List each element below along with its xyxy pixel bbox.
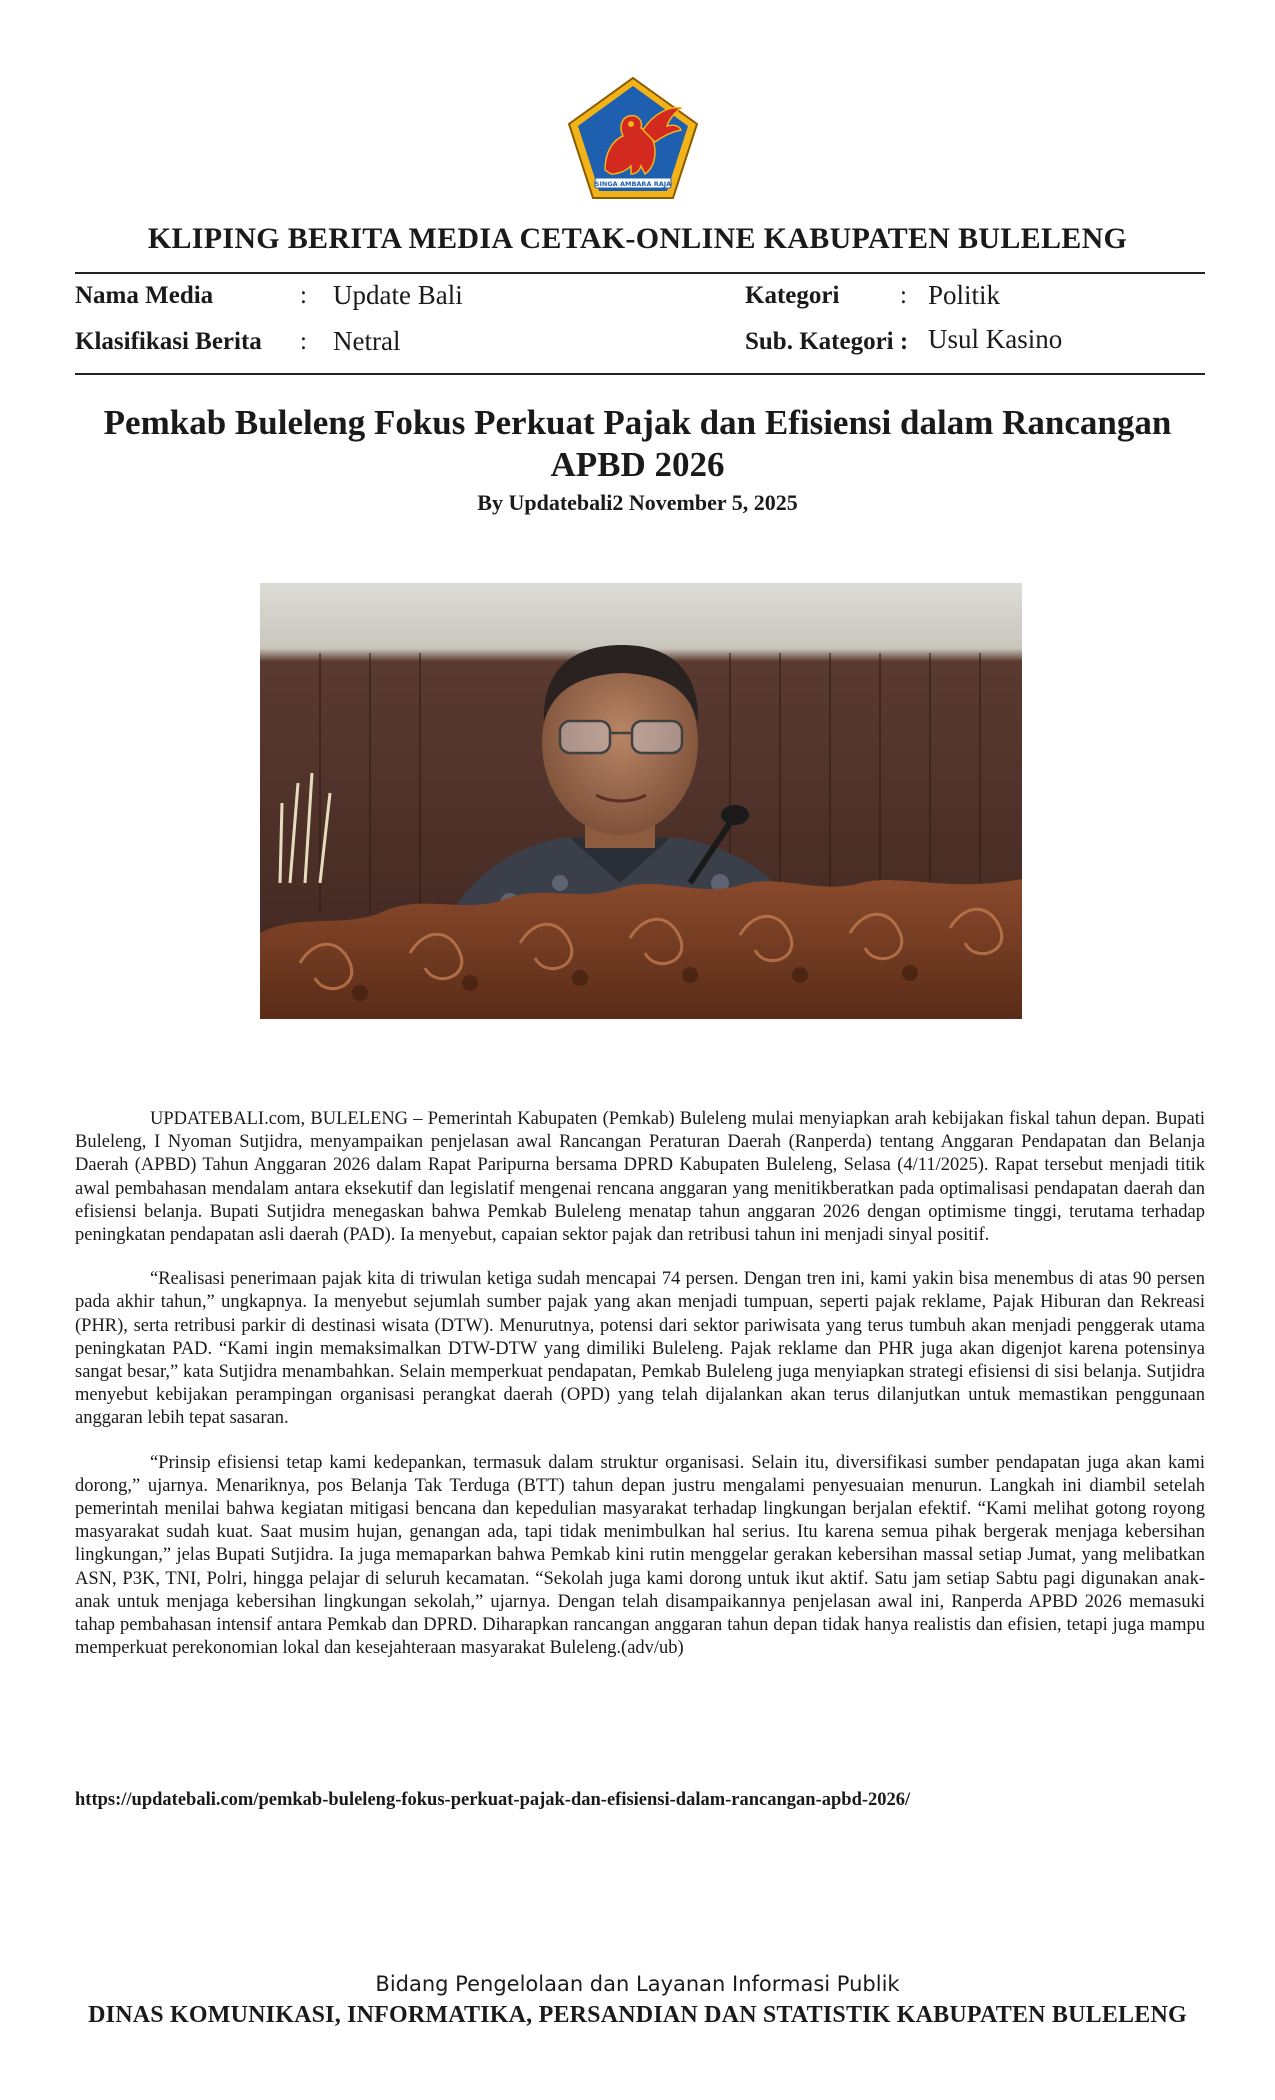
header-rule-top <box>75 272 1205 274</box>
article-body <box>75 1108 1205 1681</box>
footer-agency: DINAS KOMUNIKASI, INFORMATIKA, PERSANDIAN DAN STATISTIK KABUPATEN BULELENG <box>88 2002 1187 2028</box>
clipping-title: KLIPING BERITA MEDIA CETAK-ONLINE KABUPATEN BULELENG <box>147 222 1128 255</box>
article-photo <box>260 583 1022 1019</box>
nama-media-label: Nama Media <box>75 282 214 309</box>
sub-kategori-label: Sub. Kategori : <box>745 328 909 355</box>
nama-media-value: Update Bali <box>333 280 463 310</box>
article-headline: Pemkab Buleleng Fokus Perkuat Pajak dan Efisiensi dalam Rancangan APBD 2026 <box>103 403 1172 484</box>
klasifikasi-colon: : <box>300 328 307 355</box>
article-paragraph: “Realisasi penerimaan pajak kita di triwulan ketiga sudah mencapai 74 persen. Dengan tren ini, kami yakin bisa menembus di atas 90 persen pada akhir tahun,” ungkapnya. Ia menyebut sejumlah sumber pajak yang akan menjadi tumpuan, seperti pajak reklame, Pajak Hiburan dan Rekreasi (PHR), serta retribusi parkir di destinasi wisata (DTW). Menurutnya, potensi dari sektor pariwisata yang terus tumbuh akan menjadi penggerak utama peningkatan PAD. “Kami ingin memaksimalkan DTW-DTW yang dimiliki Buleleng. Pajak reklame dan PHR juga akan digenjot karena potensinya sangat besar,” kata Sutjidra menambahkan. Selain memperkuat pendapatan, Pemkab Buleleng juga menyiapkan strategi efisiensi di sisi belanja. Sutjidra menyebut kebijakan perampingan organisasi perangkat daerah (OPD) yang telah dijalankan akan terus dilanjutkan untuk memastikan penggunaan anggaran lebih tepat sasaran. <box>75 1269 1205 1429</box>
klasifikasi-value: Netral <box>333 326 401 356</box>
crest-motto: SINGA AMBARA RAJA <box>594 180 672 188</box>
article-byline: By Updatebali2 November 5, 2025 <box>477 490 798 515</box>
kabupaten-buleleng-crest-icon <box>565 74 701 202</box>
footer-division: Bidang Pengelolaan dan Layanan Informasi Publik <box>375 1972 900 1996</box>
article-paragraph: UPDATEBALI.com, BULELENG – Pemerintah Kabupaten (Pemkab) Buleleng mulai menyiapkan arah kebijakan fiskal tahun depan. Bupati Buleleng, I Nyoman Sutjidra, menyampaikan penjelasan awal Rancangan Peraturan Daerah (Ranperda) tentang Anggaran Pendapatan dan Belanja Daerah (APBD) Tahun Anggaran 2026 dalam Rapat Paripurna bersama DPRD Kabupaten Buleleng, Selasa (4/11/2025). Rapat tersebut menjadi titik awal pembahasan mendalam antara eksekutif dan legislatif mengenai rencana anggaran yang menitikberatkan pada optimalisasi pendapatan daerah dan efisiensi belanja. Bupati Sutjidra menegaskan bahwa Pemkab Buleleng menatap tahun anggaran 2026 dengan optimisme tinggi, terutama terhadap peningkatan pendapatan asli daerah (PAD). Ia menyebut, capaian sektor pajak dan retribusi tahun ini menjadi sinyal positif. <box>75 1109 1205 1246</box>
klasifikasi-label: Klasifikasi Berita <box>75 328 262 355</box>
kategori-colon: : <box>900 282 907 309</box>
sub-kategori-value: Usul Kasino <box>928 324 1063 354</box>
kategori-value: Politik <box>928 280 1001 310</box>
kategori-label: Kategori <box>745 282 840 309</box>
nama-media-colon: : <box>300 282 307 309</box>
article-paragraph: “Prinsip efisiensi tetap kami kedepankan, termasuk dalam struktur organisasi. Selain itu, diversifikasi sumber pendapatan juga akan kami dorong,” ujarnya. Menariknya, pos Belanja Tak Terduga (BTT) tahun depan justru mengalami penyesuaian menurun. Langkah ini diambil setelah pemerintah menilai bahwa kegiatan mitigasi bencana dan kepedulian masyarakat terhadap lingkungan berjalan efektif. “Kami melihat gotong royong masyarakat sudah kuat. Saat musim hujan, genangan ada, tapi tidak menimbulkan hal serius. Itu karena semua pihak bergerak menjaga kebersihan lingkungan,” jelas Bupati Sutjidra. Ia juga memaparkan bahwa Pemkab kini rutin menggelar gerakan kebersihan massal setiap Jumat, yang melibatkan ASN, P3K, TNI, Polri, hingga pelajar di seluruh kecamatan. “Sekolah juga kami dorong untuk ikut aktif. Satu jam setiap Sabtu pagi digunakan anak-anak untuk menjaga kebersihan lingkungan sekolah,” ujarnya. Dengan telah disampaikannya penjelasan awal ini, Ranperda APBD 2026 memasuki tahap pembahasan intensif antara Pemkab dan DPRD. Diharapkan rancangan anggaran tahun depan tidak hanya realistis dan efisien, tetapi juga mampu memperkuat perekonomian lokal dan kesejahteraan masyarakat Buleleng.(adv/ub) <box>75 1452 1205 1659</box>
header-rule-bottom <box>75 373 1205 375</box>
source-link[interactable]: https://updatebali.com/pemkab-buleleng-fokus-perkuat-pajak-dan-efisiensi-dalam-rancangan-apbd-2026/ <box>75 1790 911 1810</box>
